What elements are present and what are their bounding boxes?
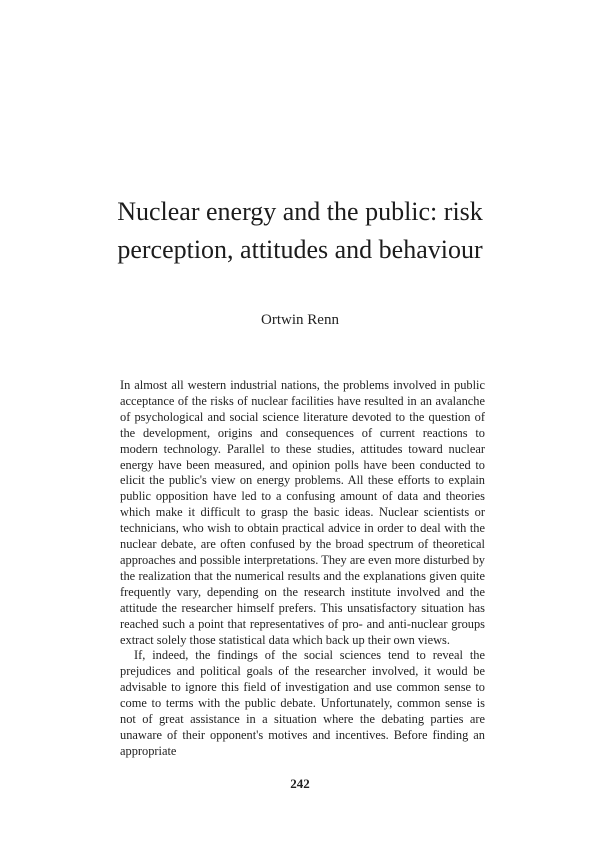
paragraph-1: In almost all western industrial nations, the problems involved in public acceptance of the risks of nuclear facilities have resulted in an avalanche of psychological and social science literature devoted to the question of the development, origins and consequences of current reactions to modern technology. Parallel to these studies, attitudes toward nuclear energy have been measured, and opinion polls have been conducted to elicit the public's view on energy problems. All these efforts to explain public opposition have led to a confusing amount of data and theories which make it difficult to grasp the basic ideas. Nuclear scientists or technicians, who wish to obtain practical advice in order to deal with the nuclear debate, are often confused by the broad spectrum of theoretical approaches and possible interpretations. They are even more disturbed by the realization that the numerical results and the explanations given quite frequently vary, depending on the research institute involved and the attitude the researcher himself prefers. This unsatisfactory situation has reached such a point that representatives of pro- and anti-nuclear groups extract solely those statistical data which back up their own views.	[120, 378, 485, 647]
title-line-1: Nuclear energy and the public: risk	[117, 197, 483, 226]
title-line-2: perception, attitudes and behaviour	[117, 235, 483, 264]
paragraph-2: If, indeed, the findings of the social sciences tend to reveal the prejudices and political goals of the researcher involved, it would be advisable to ignore this field of investigation and use common sense to come to terms with the public debate. Unfortunately, common sense is not of great assistance in a situation where the debating parties are unaware of their opponent's motives and incentives. Before finding an appropriate	[120, 648, 485, 758]
article-title	[100, 193, 500, 269]
article-body	[120, 378, 485, 760]
page-number: 242	[290, 776, 310, 791]
author-name: Ortwin Renn	[261, 312, 339, 328]
